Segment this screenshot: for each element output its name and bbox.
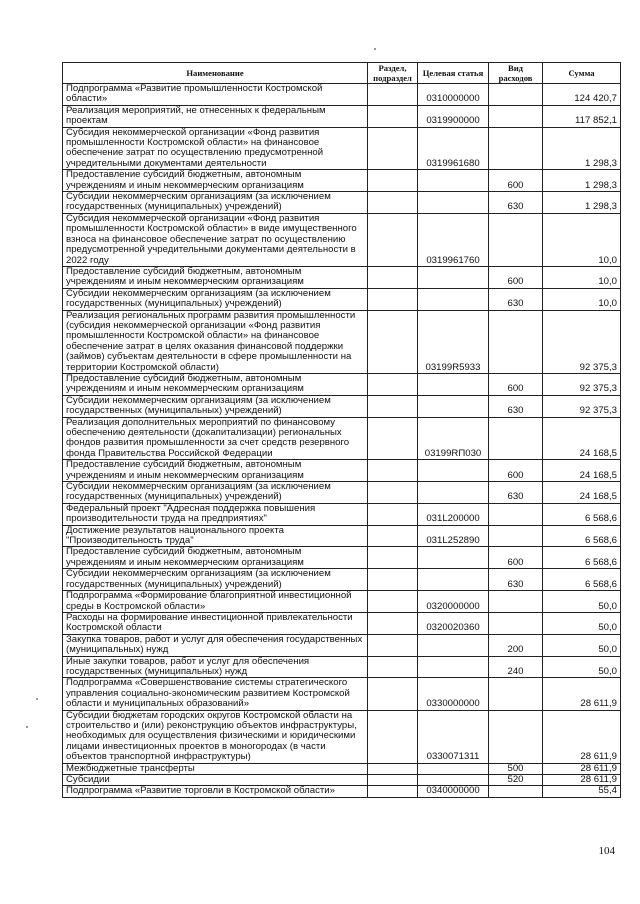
table-row: [63, 84, 621, 106]
table-row: [63, 786, 621, 797]
cell-expense: 630: [489, 569, 543, 591]
table-row: [63, 417, 621, 460]
cell-sum: 92 375,3: [543, 373, 621, 395]
cell-sum: 92 375,3: [543, 310, 621, 373]
cell-target: 0319900000: [418, 105, 489, 127]
cell-name: Подпрограмма «Развитие промышленности Костромской области»: [63, 84, 368, 106]
cell-sum: 24 168,5: [543, 482, 621, 504]
budget-table: [62, 62, 621, 798]
cell-sum: 1 298,3: [543, 127, 621, 170]
cell-sum: 28 611,9: [543, 710, 621, 763]
cell-expense: [489, 591, 543, 613]
cell-target: 0320000000: [418, 591, 489, 613]
cell-expense: [489, 612, 543, 634]
cell-section: [368, 763, 418, 774]
cell-expense: 600: [489, 170, 543, 192]
cell-sum: 6 568,6: [543, 569, 621, 591]
cell-expense: 600: [489, 547, 543, 569]
cell-name: Предоставление субсидий бюджетным, автономным учреждениям и иным некоммерческим организациям: [63, 460, 368, 482]
cell-expense: 600: [489, 266, 543, 288]
cell-target: 031L252890: [418, 525, 489, 547]
cell-name: Субсидия некоммерческой организации «Фонд развития промышленности Костромской области» в виде имущественного взноса на финансовое обеспечение затрат по осуществлению предусмотренной учредительными документами деятельности в 2022 году: [63, 213, 368, 266]
cell-expense: [489, 786, 543, 797]
table-row: [63, 213, 621, 266]
cell-section: [368, 310, 418, 373]
cell-name: Закупка товаров, работ и услуг для обеспечения государственных (муниципальных) нужд: [63, 634, 368, 656]
cell-target: [418, 460, 489, 482]
cell-expense: 200: [489, 634, 543, 656]
cell-target: 0330000000: [418, 678, 489, 710]
cell-section: [368, 127, 418, 170]
cell-target: 0319961680: [418, 127, 489, 170]
cell-section: [368, 170, 418, 192]
table-row: [63, 310, 621, 373]
cell-section: [368, 786, 418, 797]
cell-section: [368, 417, 418, 460]
cell-name: Подпрограмма «Совершенствование системы стратегического управления социально-экономическим развитием Костромской области и муниципальных образований»: [63, 678, 368, 710]
cell-sum: 50,0: [543, 656, 621, 678]
cell-target: [418, 266, 489, 288]
cell-target: [418, 775, 489, 786]
cell-sum: 124 420,7: [543, 84, 621, 106]
table-row: [63, 266, 621, 288]
table-row: [63, 656, 621, 678]
cell-expense: 630: [489, 192, 543, 214]
cell-section: [368, 569, 418, 591]
cell-expense: [489, 710, 543, 763]
cell-target: [418, 482, 489, 504]
cell-name: Реализация мероприятий, не отнесенных к федеральным проектам: [63, 105, 368, 127]
cell-sum: 6 568,6: [543, 503, 621, 525]
cell-section: [368, 460, 418, 482]
cell-target: [418, 373, 489, 395]
cell-sum: 50,0: [543, 612, 621, 634]
cell-name: Предоставление субсидий бюджетным, автономным учреждениям и иным некоммерческим организациям: [63, 373, 368, 395]
table-header-row: [63, 63, 621, 84]
cell-sum: 24 168,5: [543, 417, 621, 460]
cell-sum: 10,0: [543, 266, 621, 288]
cell-expense: 240: [489, 656, 543, 678]
cell-name: Достижение результатов национального проекта "Производительность труда": [63, 525, 368, 547]
cell-sum: 1 298,3: [543, 170, 621, 192]
cell-section: [368, 612, 418, 634]
cell-section: [368, 634, 418, 656]
cell-name: Реализация региональных программ развития промышленности (субсидия некоммерческой организации «Фонд развития промышленности Костромской области» на финансовое обеспечение затрат в целях оказания финансовой поддержки (займов) субъектам деятельности в сфере промышленности на территории Костромской области): [63, 310, 368, 373]
cell-target: [418, 395, 489, 417]
cell-target: [418, 288, 489, 310]
cell-target: [418, 170, 489, 192]
cell-sum: 55,4: [543, 786, 621, 797]
cell-expense: 630: [489, 395, 543, 417]
cell-expense: 520: [489, 775, 543, 786]
cell-sum: 28 611,9: [543, 678, 621, 710]
cell-section: [368, 213, 418, 266]
cell-expense: [489, 503, 543, 525]
cell-name: Расходы на формирование инвестиционной привлекательности Костромской области: [63, 612, 368, 634]
table-row: [63, 105, 621, 127]
cell-name: Иные закупки товаров, работ и услуг для обеспечения государственных (муниципальных) нужд: [63, 656, 368, 678]
cell-section: [368, 373, 418, 395]
cell-name: Субсидии некоммерческим организациям (за исключением государственных (муниципальных) учреждений): [63, 288, 368, 310]
cell-section: [368, 656, 418, 678]
cell-expense: [489, 678, 543, 710]
scan-dot: [26, 726, 28, 728]
cell-section: [368, 710, 418, 763]
cell-sum: 117 852,1: [543, 105, 621, 127]
cell-section: [368, 775, 418, 786]
cell-sum: 10,0: [543, 213, 621, 266]
table-row: [63, 678, 621, 710]
cell-expense: 630: [489, 482, 543, 504]
table-row: [63, 460, 621, 482]
cell-target: [418, 547, 489, 569]
cell-target: 0310000000: [418, 84, 489, 106]
page-number: 104: [598, 845, 615, 857]
cell-expense: [489, 127, 543, 170]
header-sum: Сумма: [543, 63, 621, 84]
cell-name: Реализация дополнительных мероприятий по финансовому обеспечению деятельности (докапитализации) региональных фондов развития промышленности за счет средств резервного фонда Правительства Российской Федерации: [63, 417, 368, 460]
cell-target: 031L200000: [418, 503, 489, 525]
table-row: [63, 591, 621, 613]
cell-expense: 630: [489, 288, 543, 310]
table-row: [63, 775, 621, 786]
table-row: [63, 127, 621, 170]
cell-name: Субсидии некоммерческим организациям (за исключением государственных (муниципальных) учреждений): [63, 482, 368, 504]
table-row: [63, 763, 621, 774]
cell-target: [418, 569, 489, 591]
table-row: [63, 170, 621, 192]
cell-name: Подпрограмма «Развитие торговли в Костромской области»: [63, 786, 368, 797]
cell-sum: 50,0: [543, 591, 621, 613]
scan-dot: [36, 698, 38, 700]
cell-sum: 6 568,6: [543, 547, 621, 569]
cell-target: 0320020360: [418, 612, 489, 634]
cell-name: Федеральный проект "Адресная поддержка повышения производительности труда на предприятиях": [63, 503, 368, 525]
cell-name: Субсидии некоммерческим организациям (за исключением государственных (муниципальных) учреждений): [63, 192, 368, 214]
cell-sum: 10,0: [543, 288, 621, 310]
cell-expense: [489, 213, 543, 266]
cell-sum: 6 568,6: [543, 525, 621, 547]
cell-target: [418, 192, 489, 214]
table-row: [63, 373, 621, 395]
cell-section: [368, 591, 418, 613]
scan-dot: [374, 48, 376, 50]
cell-section: [368, 84, 418, 106]
table-row: [63, 612, 621, 634]
cell-sum: 92 375,3: [543, 395, 621, 417]
cell-section: [368, 678, 418, 710]
cell-name: Субсидии некоммерческим организациям (за исключением государственных (муниципальных) учреждений): [63, 395, 368, 417]
cell-section: [368, 288, 418, 310]
header-expense: Вид расходов: [489, 63, 543, 84]
table-row: [63, 288, 621, 310]
table-row: [63, 525, 621, 547]
cell-sum: 50,0: [543, 634, 621, 656]
cell-name: Субсидия некоммерческой организации «Фонд развития промышленности Костромской области» на финансовое обеспечение затрат по осуществлению предусмотренной учредительными документами деятельности: [63, 127, 368, 170]
cell-name: Предоставление субсидий бюджетным, автономным учреждениям и иным некоммерческим организациям: [63, 547, 368, 569]
cell-section: [368, 482, 418, 504]
cell-name: Предоставление субсидий бюджетным, автономным учреждениям и иным некоммерческим организациям: [63, 266, 368, 288]
cell-expense: [489, 525, 543, 547]
table-body: [63, 84, 621, 798]
cell-section: [368, 525, 418, 547]
cell-target: 0330071311: [418, 710, 489, 763]
table-row: [63, 569, 621, 591]
cell-expense: 500: [489, 763, 543, 774]
cell-target: [418, 763, 489, 774]
cell-sum: 28 611,9: [543, 775, 621, 786]
cell-section: [368, 547, 418, 569]
table-row: [63, 395, 621, 417]
table-row: [63, 710, 621, 763]
cell-section: [368, 192, 418, 214]
cell-target: 0340000000: [418, 786, 489, 797]
cell-section: [368, 503, 418, 525]
header-section: Раздел, подраздел: [368, 63, 418, 84]
cell-expense: [489, 417, 543, 460]
cell-expense: 600: [489, 373, 543, 395]
cell-target: 03199R5933: [418, 310, 489, 373]
cell-target: [418, 634, 489, 656]
table-row: [63, 634, 621, 656]
table-row: [63, 547, 621, 569]
cell-section: [368, 266, 418, 288]
cell-section: [368, 105, 418, 127]
cell-target: 03199RП030: [418, 417, 489, 460]
cell-target: [418, 656, 489, 678]
table-row: [63, 503, 621, 525]
cell-name: Подпрограмма «Формирование благоприятной инвестиционной среды в Костромской области»: [63, 591, 368, 613]
cell-name: Предоставление субсидий бюджетным, автономным учреждениям и иным некоммерческим организациям: [63, 170, 368, 192]
cell-expense: [489, 84, 543, 106]
cell-section: [368, 395, 418, 417]
cell-target: 0319961760: [418, 213, 489, 266]
cell-expense: [489, 310, 543, 373]
header-name: Наименование: [63, 63, 368, 84]
cell-expense: 600: [489, 460, 543, 482]
header-target: Целевая статья: [418, 63, 489, 84]
table-row: [63, 482, 621, 504]
cell-sum: 1 298,3: [543, 192, 621, 214]
cell-expense: [489, 105, 543, 127]
cell-sum: 28 611,9: [543, 763, 621, 774]
cell-name: Субсидии бюджетам городских округов Костромской области на строительство и (или) реконструкцию объектов инфраструктуры, необходимых для осуществления физическими и юридическими лицами инвестиционных проектов в моногородах (в части объектов транспортной инфраструктуры): [63, 710, 368, 763]
cell-sum: 24 168,5: [543, 460, 621, 482]
cell-name: Субсидии: [63, 775, 368, 786]
cell-name: Субсидии некоммерческим организациям (за исключением государственных (муниципальных) учреждений): [63, 569, 368, 591]
table-row: [63, 192, 621, 214]
cell-name: Межбюджетные трансферты: [63, 763, 368, 774]
